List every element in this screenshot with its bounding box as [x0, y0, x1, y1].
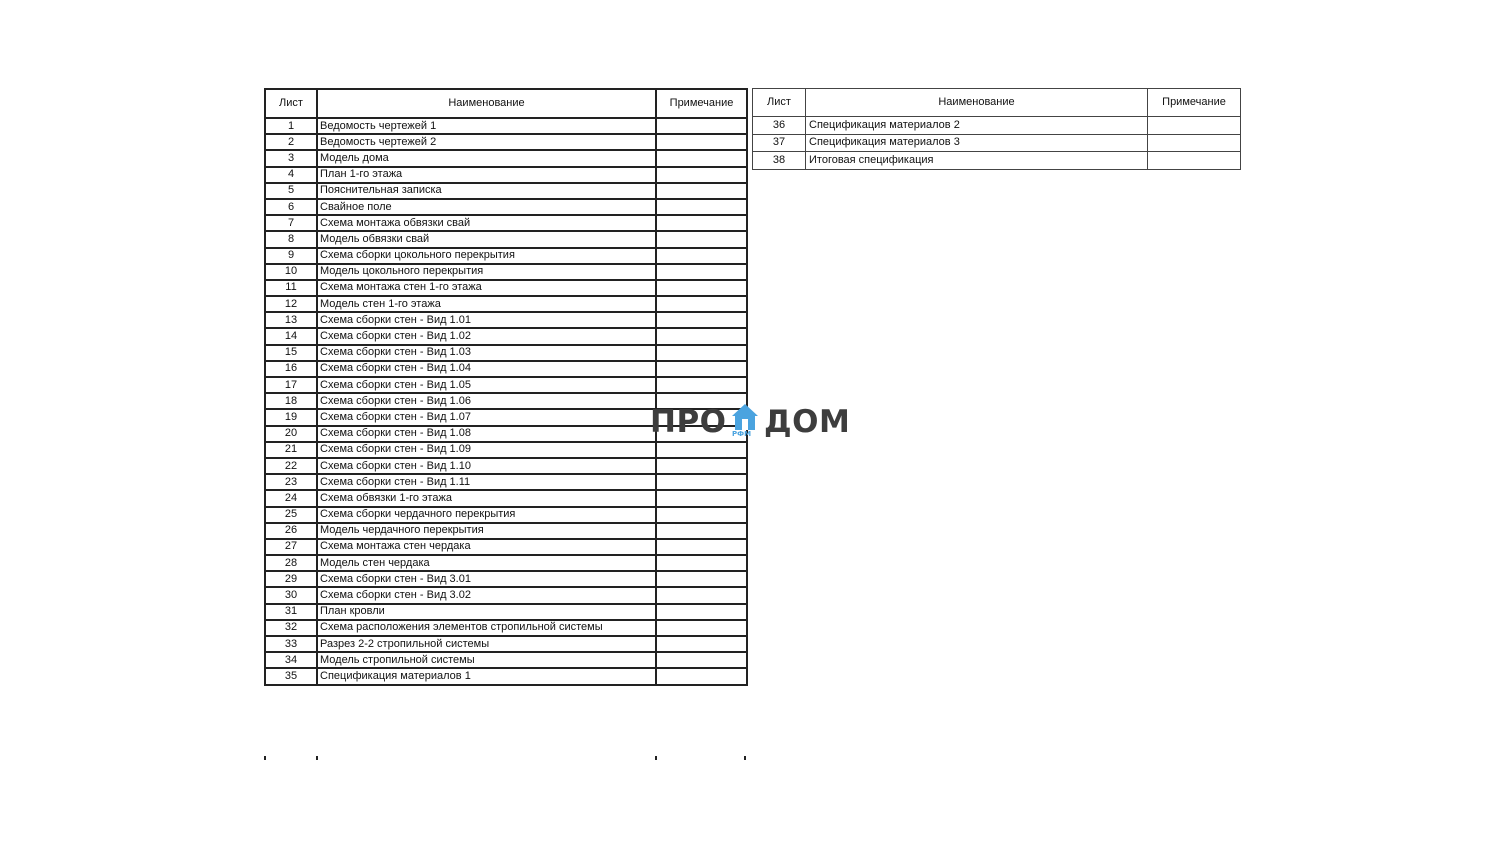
watermark-logo	[650, 402, 850, 442]
sheet-name-cell: Схема сборки стен - Вид 3.01	[317, 571, 656, 587]
table-row	[265, 490, 747, 506]
sheet-number-cell: 5	[265, 183, 317, 199]
sheet-number-cell: 30	[265, 587, 317, 603]
column-divider	[655, 756, 657, 760]
note-cell	[656, 118, 747, 134]
sheet-number-cell: 38	[753, 152, 806, 170]
note-cell	[656, 345, 747, 361]
table-header-row	[265, 89, 747, 118]
sheet-number-cell: 6	[265, 199, 317, 215]
sheet-name-cell: Схема монтажа стен 1-го этажа	[317, 280, 656, 296]
sheet-number-cell: 19	[265, 409, 317, 425]
sheet-name-cell: План 1-го этажа	[317, 167, 656, 183]
note-cell	[656, 474, 747, 490]
table-row	[265, 474, 747, 490]
sheet-name-cell: Схема сборки стен - Вид 1.02	[317, 328, 656, 344]
sheet-number-cell: 34	[265, 652, 317, 668]
table-row	[265, 523, 747, 539]
table-row	[265, 652, 747, 668]
sheet-number-cell: 26	[265, 523, 317, 539]
sheet-number-cell: 10	[265, 264, 317, 280]
sheet-name-cell: Схема сборки стен - Вид 3.02	[317, 587, 656, 603]
sheet-number-cell: 13	[265, 312, 317, 328]
partial-row-cutoff	[264, 756, 746, 760]
sheet-name-cell: Схема сборки стен - Вид 1.05	[317, 377, 656, 393]
note-cell	[656, 652, 747, 668]
sheet-number-cell: 35	[265, 668, 317, 684]
note-cell	[656, 167, 747, 183]
sheet-number-cell: 3	[265, 150, 317, 166]
table-row	[265, 134, 747, 150]
table-row	[753, 134, 1241, 152]
note-cell	[656, 296, 747, 312]
sheet-name-cell: Итоговая спецификация	[806, 152, 1148, 170]
sheet-number-cell: 4	[265, 167, 317, 183]
sheet-number-cell: 15	[265, 345, 317, 361]
sheet-number-cell: 29	[265, 571, 317, 587]
sheet-number-cell: 12	[265, 296, 317, 312]
note-cell	[656, 490, 747, 506]
note-cell	[656, 571, 747, 587]
sheet-name-cell: Схема монтажа обвязки свай	[317, 215, 656, 231]
table-row	[265, 150, 747, 166]
column-header-sheet: Лист	[753, 89, 806, 117]
note-cell	[656, 215, 747, 231]
table-header-row	[753, 89, 1241, 117]
sheet-name-cell: Схема сборки стен - Вид 1.03	[317, 345, 656, 361]
note-cell	[656, 231, 747, 247]
sheet-number-cell: 36	[753, 117, 806, 135]
sheet-name-cell: Спецификация материалов 3	[806, 134, 1148, 152]
table-row	[265, 361, 747, 377]
table-row	[265, 377, 747, 393]
sheet-number-cell: 27	[265, 539, 317, 555]
note-cell	[656, 248, 747, 264]
note-cell	[656, 442, 747, 458]
note-cell	[656, 183, 747, 199]
note-cell	[656, 636, 747, 652]
sheet-number-cell: 2	[265, 134, 317, 150]
drawing-list-table-left	[264, 88, 748, 686]
table-row	[265, 571, 747, 587]
sheet-name-cell: Схема расположения элементов стропильной системы	[317, 620, 656, 636]
sheet-name-cell: Модель стропильной системы	[317, 652, 656, 668]
watermark-text-left: ПРО	[650, 404, 727, 440]
sheet-name-cell: Схема сборки стен - Вид 1.09	[317, 442, 656, 458]
table-row	[265, 636, 747, 652]
table-row	[265, 539, 747, 555]
note-cell	[656, 361, 747, 377]
note-cell	[656, 539, 747, 555]
sheet-name-cell: Модель обвязки свай	[317, 231, 656, 247]
sheet-name-cell: Схема сборки стен - Вид 1.11	[317, 474, 656, 490]
sheet-name-cell: Схема сборки цокольного перекрытия	[317, 248, 656, 264]
note-cell	[656, 134, 747, 150]
watermark-text-right: ДОМ	[764, 404, 851, 440]
sheet-number-cell: 11	[265, 280, 317, 296]
table-row	[265, 231, 747, 247]
sheet-name-cell: Схема сборки стен - Вид 1.10	[317, 458, 656, 474]
note-cell	[1148, 134, 1241, 152]
column-header-note: Примечание	[656, 89, 747, 118]
sheet-name-cell: Ведомость чертежей 2	[317, 134, 656, 150]
table-row	[265, 264, 747, 280]
table-row	[753, 152, 1241, 170]
table-row	[265, 167, 747, 183]
sheet-number-cell: 23	[265, 474, 317, 490]
note-cell	[656, 555, 747, 571]
note-cell	[656, 620, 747, 636]
sheet-name-cell: Пояснительная записка	[317, 183, 656, 199]
sheet-number-cell: 31	[265, 604, 317, 620]
table-row	[265, 555, 747, 571]
sheet-number-cell: 17	[265, 377, 317, 393]
column-header-name: Наименование	[806, 89, 1148, 117]
note-cell	[1148, 117, 1241, 135]
sheet-name-cell: Схема сборки стен - Вид 1.01	[317, 312, 656, 328]
sheet-name-cell: Схема сборки стен - Вид 1.06	[317, 393, 656, 409]
note-cell	[656, 604, 747, 620]
table-row	[265, 183, 747, 199]
column-divider	[316, 756, 318, 760]
sheet-number-cell: 8	[265, 231, 317, 247]
sheet-name-cell: План кровли	[317, 604, 656, 620]
table-row	[265, 668, 747, 684]
sheet-number-cell: 24	[265, 490, 317, 506]
table-row	[265, 458, 747, 474]
sheet-number-cell: 16	[265, 361, 317, 377]
sheet-number-cell: 18	[265, 393, 317, 409]
table-row	[265, 345, 747, 361]
table-row	[753, 117, 1241, 135]
sheet-number-cell: 14	[265, 328, 317, 344]
sheet-name-cell: Схема сборки стен - Вид 1.07	[317, 409, 656, 425]
sheet-name-cell: Схема сборки чердачного перекрытия	[317, 507, 656, 523]
note-cell	[1148, 152, 1241, 170]
table-row	[265, 215, 747, 231]
sheet-number-cell: 21	[265, 442, 317, 458]
table-row	[265, 620, 747, 636]
sheet-number-cell: 32	[265, 620, 317, 636]
note-cell	[656, 668, 747, 684]
sheet-name-cell: Модель чердачного перекрытия	[317, 523, 656, 539]
sheet-name-cell: Модель дома	[317, 150, 656, 166]
table-row	[265, 604, 747, 620]
drawing-list-table-right	[752, 88, 1241, 170]
table-row	[265, 296, 747, 312]
note-cell	[656, 199, 747, 215]
sheet-name-cell: Спецификация материалов 2	[806, 117, 1148, 135]
table-row	[265, 328, 747, 344]
note-cell	[656, 264, 747, 280]
note-cell	[656, 312, 747, 328]
sheet-number-cell: 7	[265, 215, 317, 231]
sheet-name-cell: Разрез 2-2 стропильной системы	[317, 636, 656, 652]
note-cell	[656, 507, 747, 523]
note-cell	[656, 150, 747, 166]
column-header-name: Наименование	[317, 89, 656, 118]
sheet-name-cell: Схема монтажа стен чердака	[317, 539, 656, 555]
sheet-name-cell: Спецификация материалов 1	[317, 668, 656, 684]
sheet-number-cell: 28	[265, 555, 317, 571]
table-row	[265, 312, 747, 328]
table-body	[753, 117, 1241, 170]
sheet-number-cell: 25	[265, 507, 317, 523]
note-cell	[656, 377, 747, 393]
sheet-number-cell: 22	[265, 458, 317, 474]
note-cell	[656, 523, 747, 539]
sheet-name-cell: Схема сборки стен - Вид 1.08	[317, 426, 656, 442]
sheet-name-cell: Схема сборки стен - Вид 1.04	[317, 361, 656, 377]
note-cell	[656, 458, 747, 474]
sheet-name-cell: Ведомость чертежей 1	[317, 118, 656, 134]
sheet-number-cell: 9	[265, 248, 317, 264]
table-row	[265, 280, 747, 296]
sheet-name-cell: Модель стен 1-го этажа	[317, 296, 656, 312]
table-row	[265, 587, 747, 603]
sheet-number-cell: 20	[265, 426, 317, 442]
table-row	[265, 118, 747, 134]
table-row	[265, 199, 747, 215]
sheet-number-cell: 1	[265, 118, 317, 134]
table-row	[265, 248, 747, 264]
sheet-name-cell: Модель стен чердака	[317, 555, 656, 571]
note-cell	[656, 280, 747, 296]
sheet-number-cell: 33	[265, 636, 317, 652]
column-header-sheet: Лист	[265, 89, 317, 118]
sheet-number-cell: 37	[753, 134, 806, 152]
watermark-subtext: РФМ	[732, 430, 752, 438]
sheet-name-cell: Свайное поле	[317, 199, 656, 215]
sheet-name-cell: Схема обвязки 1-го этажа	[317, 490, 656, 506]
table-row	[265, 507, 747, 523]
note-cell	[656, 328, 747, 344]
table-row	[265, 442, 747, 458]
column-header-note: Примечание	[1148, 89, 1241, 117]
note-cell	[656, 587, 747, 603]
sheet-name-cell: Модель цокольного перекрытия	[317, 264, 656, 280]
